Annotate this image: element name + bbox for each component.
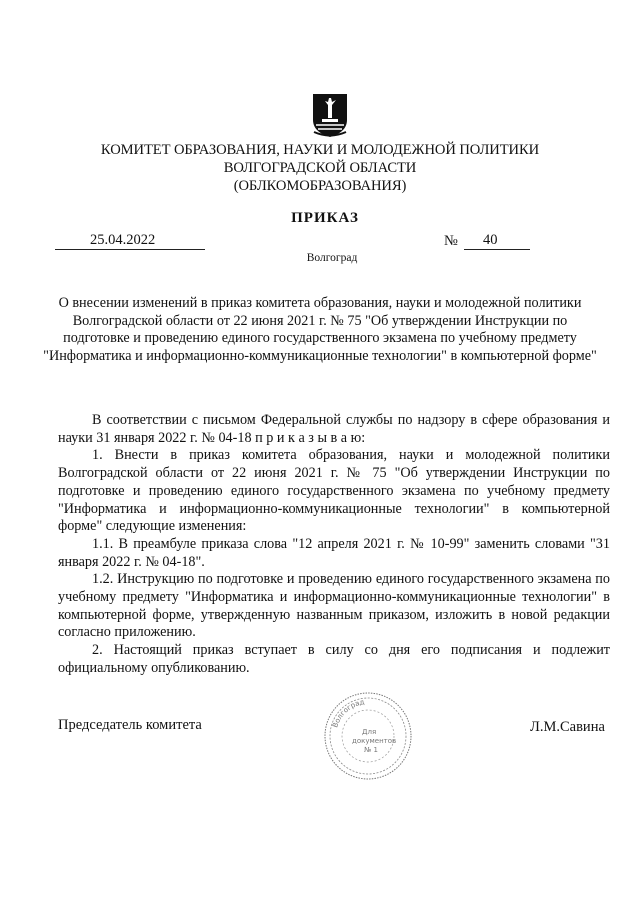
document-date: 25.04.2022 bbox=[90, 232, 156, 248]
document-body bbox=[58, 412, 610, 678]
document-subject: О внесении изменений в приказ комитета образования, науки и молодежной политики Волгоградской области от 22 июня 2021 г. № 75 "Об утверждении Инструкции по подготовке и проведению единого государственного экзамена по учебному предмету "Информатика и информационно-коммуникационные технологии" в компьютерной форме" bbox=[43, 295, 597, 364]
document-number: 40 bbox=[483, 232, 498, 248]
official-stamp-icon bbox=[322, 690, 414, 782]
org-name-line-3: (ОБЛКОМОБРАЗОВАНИЯ) bbox=[233, 178, 407, 194]
body-paragraph-item-2: 2. Настоящий приказ вступает в силу со дня его подписания и подлежит официальному опубликованию. bbox=[58, 642, 610, 676]
city-label: Волгоград bbox=[306, 252, 358, 264]
body-paragraph-item-1-1: 1.1. В преамбуле приказа слова "12 апреля 2021 г. № 10-99" заменить словами "31 января 2022 г. № 04-18". bbox=[58, 535, 610, 570]
document-type-title: ПРИКАЗ bbox=[291, 210, 359, 226]
stamp-text-2: документов bbox=[352, 737, 397, 745]
signatory-title: Председатель комитета bbox=[58, 717, 202, 733]
date-field bbox=[55, 232, 205, 250]
stamp-text-1: Для bbox=[362, 728, 377, 736]
number-sign: № bbox=[444, 233, 458, 249]
svg-text:Волгоград bbox=[331, 698, 365, 729]
body-paragraph-item-1: 1. Внести в приказ комитета образования, науки и молодежной политики Волгоградской области от 22 июня 2021 г. № 75 "Об утверждении Инструкции по подготовке и проведению единого государственного экзамена по учебному предмету "Информатика и информационно-коммуникационные технологии" в компьютерной форме" следующие изменения: bbox=[58, 447, 610, 535]
org-name-line-1: КОМИТЕТ ОБРАЗОВАНИЯ, НАУКИ И МОЛОДЕЖНОЙ ПОЛИТИКИ bbox=[100, 142, 540, 158]
signatory-name: Л.М.Савина bbox=[530, 719, 605, 735]
body-paragraph-preamble: В соответствии с письмом Федеральной службы по надзору в сфере образования и науки 31 января 2022 г. № 04-18 п р и к а з ы в а ю: bbox=[58, 412, 610, 446]
stamp-text-top: Волгоград bbox=[331, 698, 366, 729]
number-field bbox=[464, 232, 530, 250]
stamp-text-3: № 1 bbox=[364, 746, 378, 754]
volgograd-coat-of-arms-icon bbox=[310, 92, 350, 138]
org-name-line-2: ВОЛГОГРАДСКОЙ ОБЛАСТИ bbox=[223, 160, 417, 176]
body-paragraph-item-1-2: 1.2. Инструкцию по подготовке и проведению единого государственного экзамена по учебному предмету "Информатика и информационно-коммуникационные технологии" в компьютерной форме, утвержденную названным приказом, изложить в новой редакции согласно приложению. bbox=[58, 571, 610, 641]
